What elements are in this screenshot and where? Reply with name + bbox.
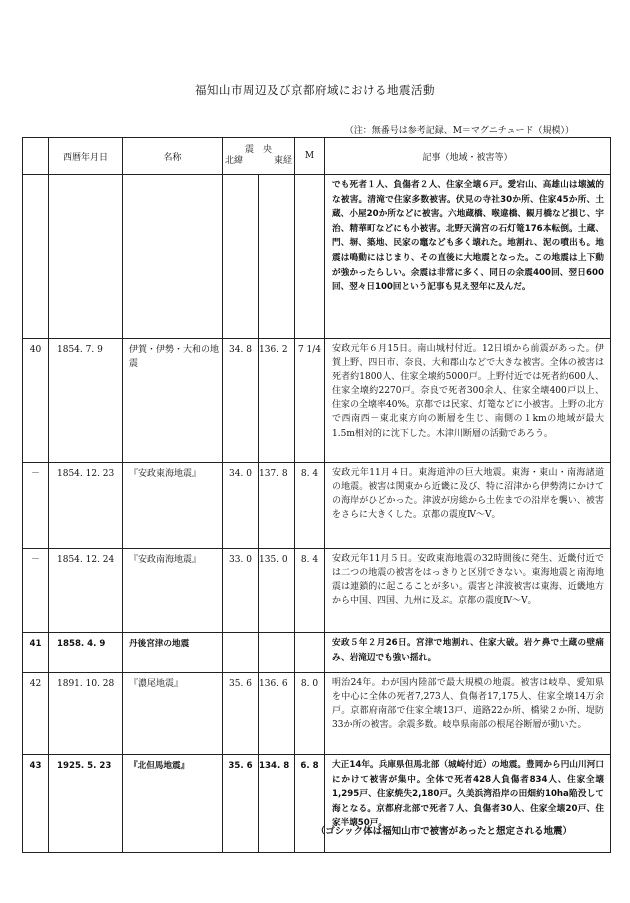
row-lon: 136. 6 <box>259 673 295 755</box>
row-lon: 135. 0 <box>259 549 295 633</box>
row-name: 『北但馬地震』 <box>123 755 223 853</box>
row-no: 41 <box>23 633 49 673</box>
table-row <box>23 633 611 673</box>
header-epicenter <box>223 138 295 175</box>
row-magnitude: 8. 0 <box>295 673 325 755</box>
table-row <box>23 673 611 755</box>
header-magnitude: M <box>295 138 325 175</box>
row-magnitude: 8. 4 <box>295 549 325 633</box>
row-no <box>23 175 49 339</box>
row-no: 42 <box>23 673 49 755</box>
row-no: 43 <box>23 755 49 853</box>
table-note: （注：無番号は参考記録、M＝マグニチュード（規模）） <box>344 126 574 136</box>
row-record: 大正14年。兵庫県但馬北部（城崎付近）の地震。豊岡から円山川河口にかけて被害が集中。全体で死者428人負傷者834人、住家全壊1,295戸、住家焼失2,180戸。久美浜湾沿岸の田畑約10ha陥没して海となる。京都府北部で死者７人、負傷者30人、住家全壊20戸、住家半壊50戸。 <box>325 755 611 853</box>
row-name: 丹後宮津の地震 <box>123 633 223 673</box>
row-magnitude: 7 1/4 <box>295 339 325 463</box>
row-lon: 134. 8 <box>259 755 295 853</box>
row-date: 1925. 5. 23 <box>49 755 123 853</box>
row-name: 『安政南海地震』 <box>123 549 223 633</box>
row-lat: 35. 6 <box>223 673 259 755</box>
row-lat: 34. 0 <box>223 463 259 549</box>
row-date: 1854. 12. 23 <box>49 463 123 549</box>
row-magnitude: 6. 8 <box>295 755 325 853</box>
header-no <box>23 138 49 175</box>
row-record: 安政元年11月５日。安政東海地震の32時間後に発生、近畿付近では二つの地震の被害をはっきりと区別できない。東海地震と南海地震は連鎖的に起こることが多い。震害と津波被害は東海、近畿地方から中国、四国、九州に及ぶ。京都の震度Ⅳ～Ⅴ。 <box>325 549 611 633</box>
header-record: 記事（地域・被害等） <box>325 138 611 175</box>
row-name <box>123 175 223 339</box>
row-record: 安政元年６月15日。南山城村付近。12日頃から前震があった。伊賀上野、四日市、奈良、大和郡山などで大きな被害。全体の被害は死者約1800人、住家全壊約5000戸。上野付近では死者約600人、住家全壊約2270戸。奈良で死者300余人、住家全壊400戸以上、住家の全壊率40%。京都では民家、灯篭などに小被害。上野の北方で西南西－東北東方向の断層を生じ、南側の１kmの地域が最大1.5m相対的に沈下した。木津川断層の活動であろう。 <box>325 339 611 463</box>
row-no: － <box>23 549 49 633</box>
row-lon: 136. 2 <box>259 339 295 463</box>
row-date: 1858. 4. 9 <box>49 633 123 673</box>
table-row <box>23 175 611 339</box>
footer-note: （ゴシック体は福知山市で被害があったと想定される地震） <box>315 826 572 837</box>
row-date: 1854. 12. 24 <box>49 549 123 633</box>
row-record: 安政元年11月４日。東海道沖の巨大地震。東海・東山・南海諸道の地震。被害は関東から近畿に及び、特に沼津から伊勢湾にかけての海岸がひどかった。津波が房総から土佐までの沿岸を襲い、被害をさらに大きくした。京都の震度Ⅳ～Ⅴ。 <box>325 463 611 549</box>
header-epicenter-label: 震 央 <box>244 145 272 155</box>
table-row <box>23 463 611 549</box>
row-magnitude <box>295 175 325 339</box>
row-name: 伊賀・伊勢・大和の地震 <box>123 339 223 463</box>
page-title: 福知山市周辺及び京都府域における地震活動 <box>195 83 435 97</box>
row-no: － <box>23 463 49 549</box>
row-date: 1891. 10. 28 <box>49 673 123 755</box>
header-lat: 北緯 <box>225 156 244 166</box>
row-record: でも死者１人、負傷者２人、住家全壊６戸。愛宕山、高雄山は壊滅的な被害。清滝で住家多数被害。伏見の寺社30か所、住家45か所、土蔵、小屋20か所などに被害。六地蔵橋、喉違橋、観月橋など損じ、宇治、精華町などにも小被害。北野天満宮の石灯篭176本転倒。土蔵、門、塀、築地、民家の竈なども多く壊れた。地割れ、泥の噴出も。地震は鳴動にはじまり、その直後に大地震となった。この地震は上下動が強かったらしい。余震は非常に多く、同日の余震400回、翌日600回、翌々日100回という記事も見え翌年に及んだ。 <box>325 175 611 339</box>
row-magnitude: 8. 4 <box>295 463 325 549</box>
row-record: 明治24年。わが国内陸部で最大規模の地震。被害は岐阜、愛知県を中心に全体の死者7,273人、負傷者17,175人、住家全壊14万余戸。京都府南部で住家全壊13戸、道路22か所、橋梁２か所、堤防33か所の被害。余震多数。岐阜県南部の根尾谷断層が動いた。 <box>325 673 611 755</box>
table-row <box>23 339 611 463</box>
row-date <box>49 175 123 339</box>
row-lon <box>259 175 295 339</box>
row-lat: 35. 6 <box>223 755 259 853</box>
table-row <box>23 549 611 633</box>
header-date: 西暦年月日 <box>49 138 123 175</box>
row-lat <box>223 175 259 339</box>
row-date: 1854. 7. 9 <box>49 339 123 463</box>
row-lon: 137. 8 <box>259 463 295 549</box>
header-name: 名称 <box>123 138 223 175</box>
row-lat: 33. 0 <box>223 549 259 633</box>
row-lon <box>259 633 295 673</box>
row-name: 『安政東海地震』 <box>123 463 223 549</box>
row-no: 40 <box>23 339 49 463</box>
row-name: 『濃尾地震』 <box>123 673 223 755</box>
earthquake-table <box>22 137 611 853</box>
row-lat <box>223 633 259 673</box>
header-lon: 東経 <box>273 156 292 166</box>
row-magnitude <box>295 633 325 673</box>
row-lat: 34. 8 <box>223 339 259 463</box>
table-row <box>23 755 611 853</box>
table-header-row <box>23 138 611 175</box>
row-record: 安政５年２月26日。宮津で地割れ、住家大破。岩ケ鼻で土蔵の壁痛み、岩滝辺でも強い揺れ。 <box>325 633 611 673</box>
